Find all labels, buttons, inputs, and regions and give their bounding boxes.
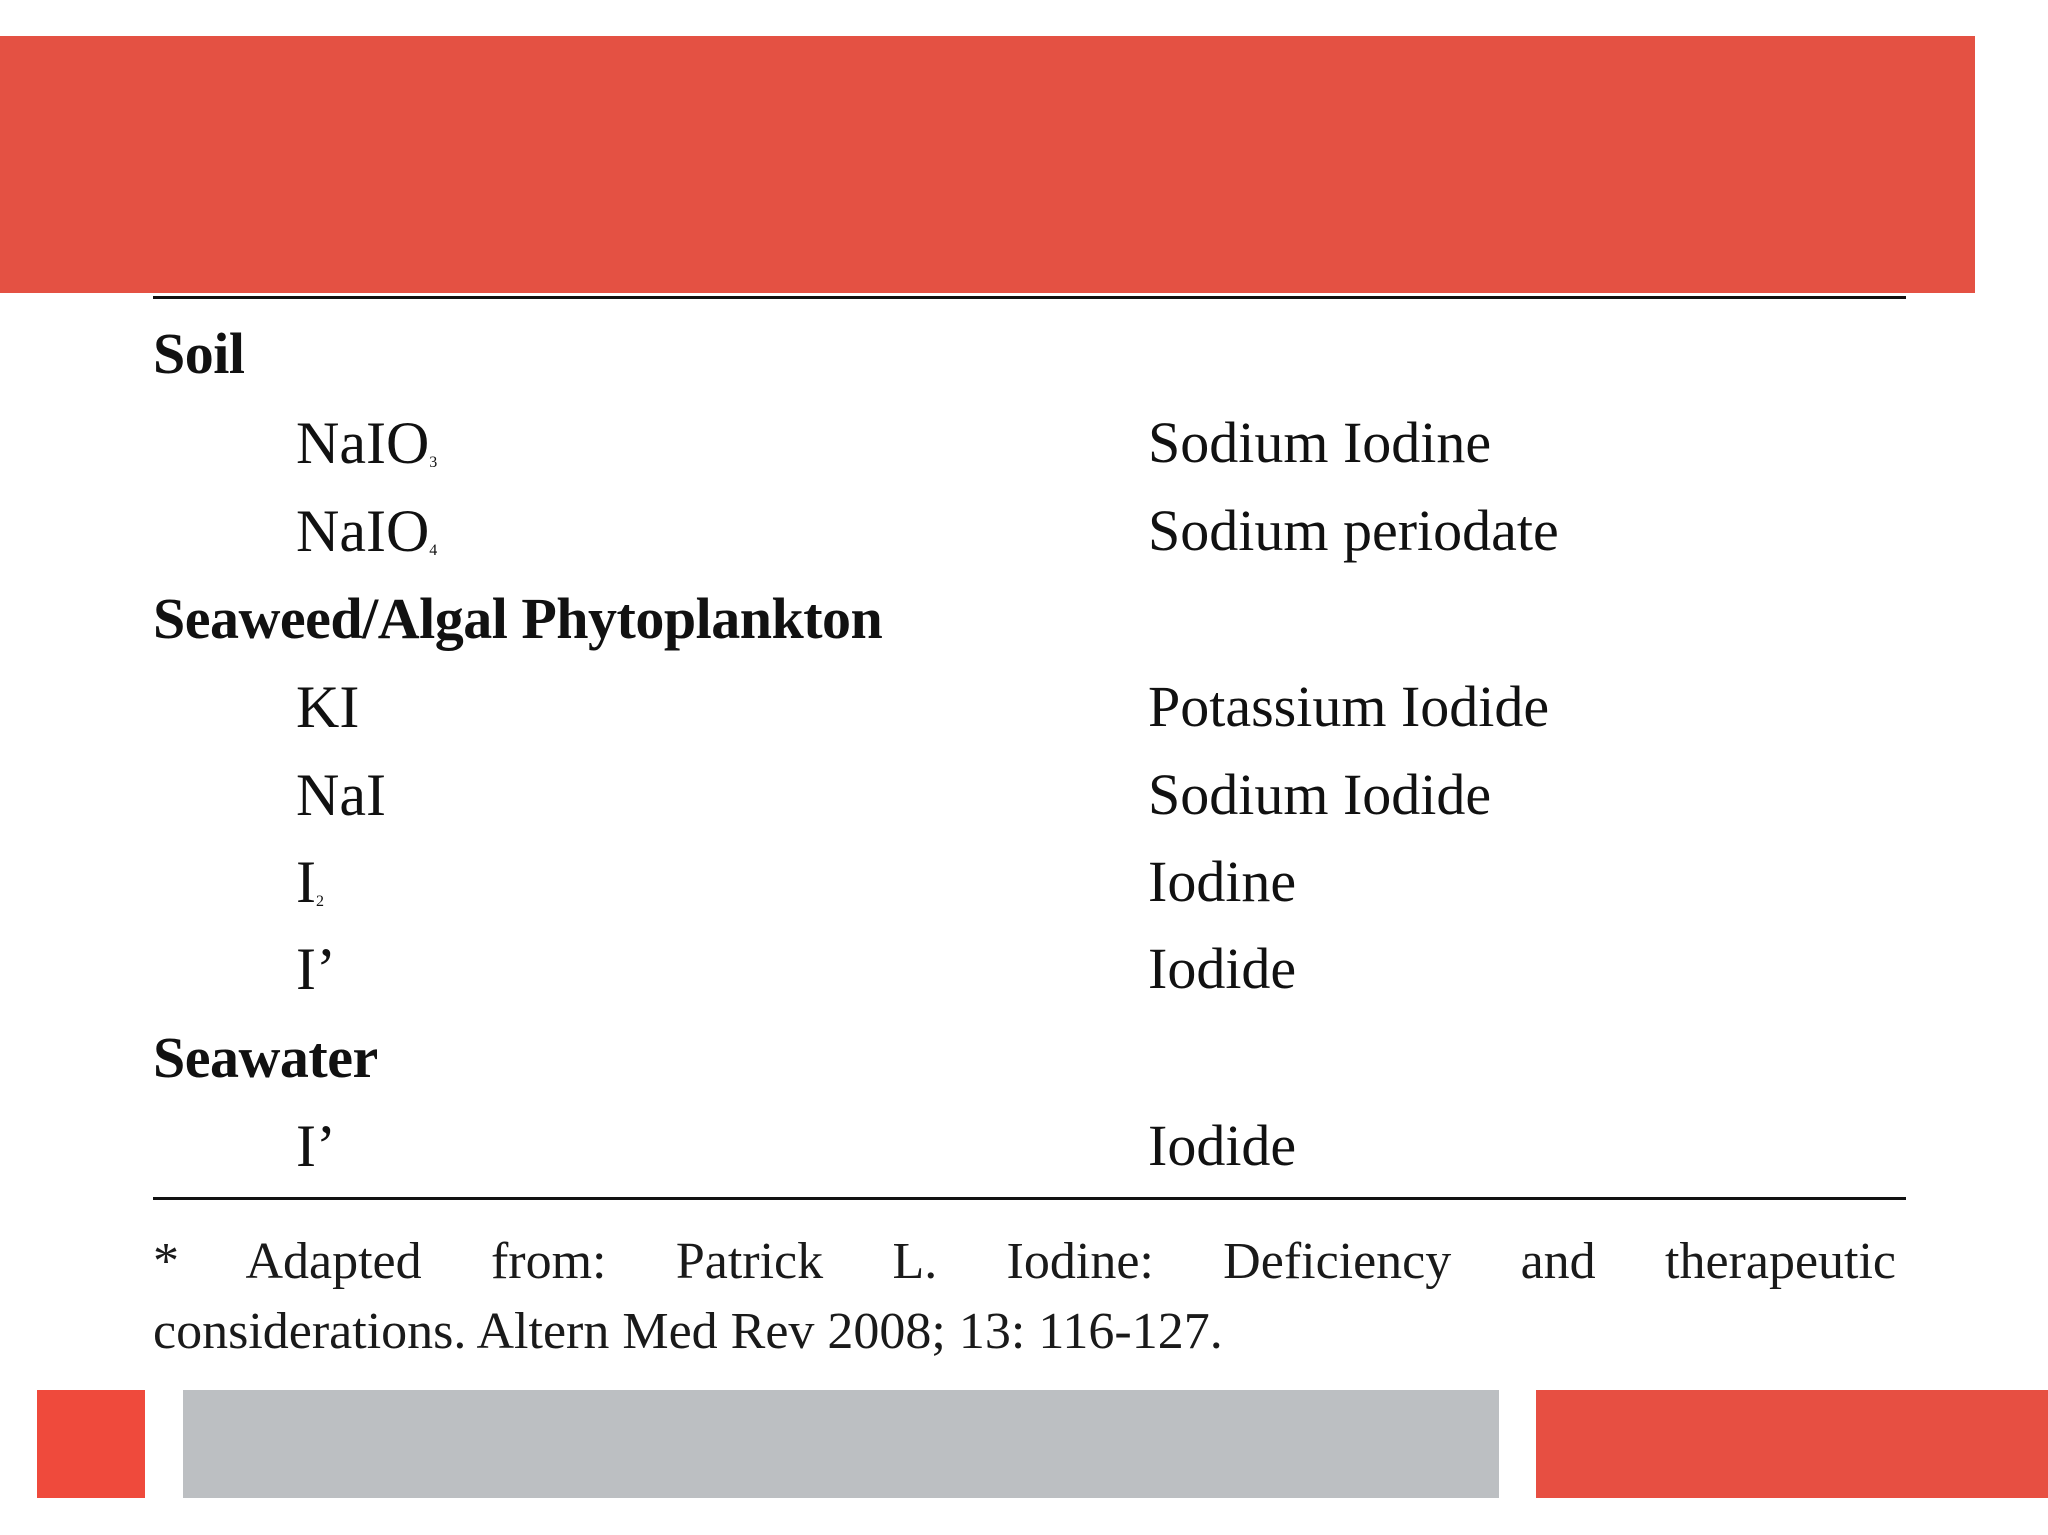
compound-name-cell: Potassium Iodide [1148, 674, 1550, 739]
compound-name-cell: Sodium periodate [1148, 498, 1559, 563]
formula-cell: I’ [296, 936, 336, 1002]
formula-cell: NaIO$_3$ [296, 410, 438, 476]
formula-cell: NaIO$_4$ [296, 498, 438, 564]
group-heading-seawater: Seawater [153, 1025, 378, 1090]
compound-name-cell: Sodium Iodine [1148, 410, 1492, 475]
title-banner [0, 36, 1975, 293]
compound-name-cell: Iodide [1148, 936, 1297, 1001]
source-footnote [153, 1227, 1896, 1367]
formula-cell: KI [296, 674, 360, 740]
table-bottom-rule [153, 1197, 1906, 1200]
footer-gray-bar [183, 1390, 1499, 1498]
group-heading-seaweed: Seaweed/Algal Phytoplankton [153, 586, 883, 651]
footnote-line-1: * Adapted from: Patrick L. Iodine: Deficiency and therapeutic [153, 1233, 1896, 1290]
footer-accent-square [37, 1390, 145, 1498]
compound-name-cell: Sodium Iodide [1148, 762, 1492, 827]
compound-name-cell: Iodine [1148, 849, 1297, 914]
footer-accent-bar [1536, 1390, 2048, 1498]
table-top-rule [153, 296, 1906, 299]
footnote-line-2: considerations. Altern Med Rev 2008; 13: 116-127. [153, 1303, 1223, 1360]
formula-cell: $I_2$ [296, 849, 324, 915]
compound-name-cell: Iodide [1148, 1113, 1297, 1178]
group-heading-soil: Soil [153, 321, 245, 386]
formula-cell: NaI [296, 762, 386, 828]
formula-cell: I’ [296, 1113, 336, 1179]
